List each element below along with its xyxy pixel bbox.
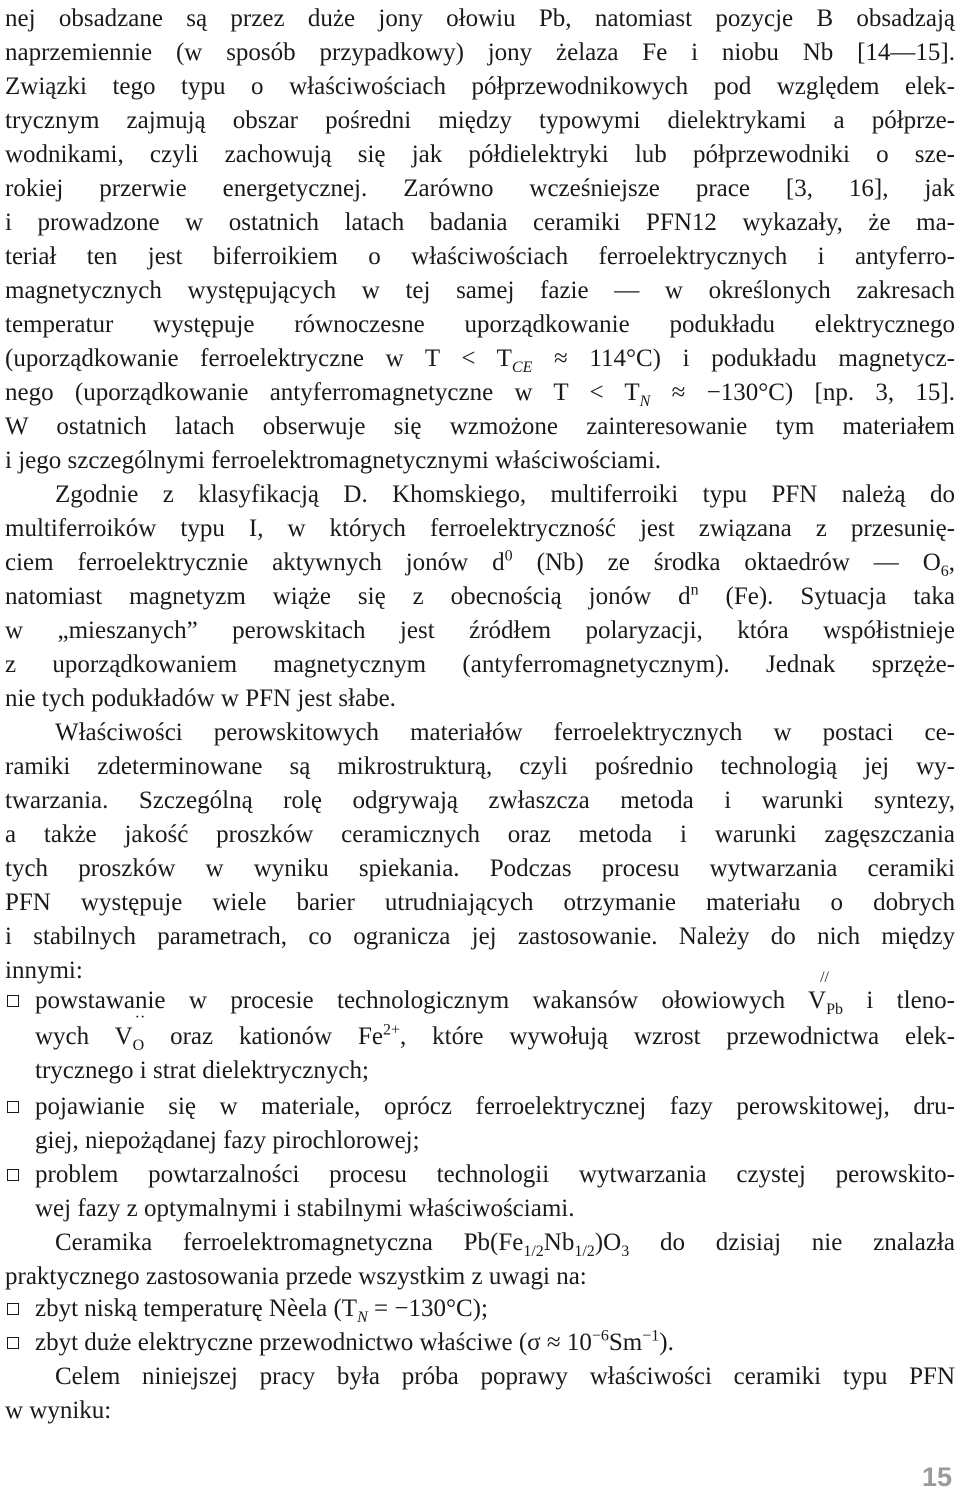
text-line: wodnikami, czyli zachowują się jak półdielektryki lub półprzewodniki o sze- (5, 141, 955, 168)
text-line: i prowadzone w ostatnich latach badania ceramiki PFN12 wykazały, że ma- (5, 209, 955, 236)
text-line: i jego szczególnymi ferroelektromagnetycznymi właściwościami. (5, 447, 662, 474)
text-line: trycznym zajmują obszar pośredni między typowymi dielektrykami a półprze- (5, 107, 955, 134)
text-line: i stabilnych parametrach, co ogranicza jej zastosowanie. Należy do nich między (5, 923, 955, 950)
text-line: ramiki zdeterminowane są mikrostrukturą, czyli pośrednio technologią jej wy- (5, 753, 955, 780)
text-line: z uporządkowaniem magnetycznym (antyferromagnetycznym). Jednak sprzęże- (5, 651, 955, 678)
paragraph-first-line: Właściwości perowskitowych materiałów ferroelektrycznych w postaci ce- (55, 719, 955, 746)
bullet-line: wej fazy z optymalnymi i stabilnymi właściwościami. (35, 1195, 575, 1222)
text-line: temperatur występuje równoczesne uporządkowanie podukładu elektrycznego (5, 311, 955, 338)
text-line: natomiast magnetyzm wiąże się z obecnością jonów $d^n$ (Fe). Sytuacja taka (5, 581, 955, 610)
text-line: magnetycznych występujących w tej samej fazie — w określonych zakresach (5, 277, 955, 304)
square-bullet-icon (7, 1337, 19, 1349)
paragraph-first-line: Zgodnie z klasyfikacją D. Khomskiego, multiferroiki typu PFN należą do (55, 481, 955, 508)
paragraph-first-line: Celem niniejszej pracy była próba poprawy właściwości ceramiki typu PFN (55, 1363, 955, 1390)
square-bullet-icon (7, 1169, 19, 1181)
text-line: twarzania. Szczególną rolę odgrywają zwłaszcza metoda i warunki syntezy, (5, 787, 955, 814)
text-line: (uporządkowanie ferroelektryczne w $T < T_{CE} \approx 114^\circ C$) i podukładu magnetycz- (5, 345, 955, 376)
text-line: w wyniku: (5, 1397, 112, 1424)
text-line: Związki tego typu o właściwościach półprzewodnikowych pod względem elek- (5, 73, 955, 100)
square-bullet-icon (7, 1101, 19, 1113)
text-line: praktycznego zastosowania przede wszystkim z uwagi na: (5, 1263, 587, 1290)
text-line: a także jakość proszków ceramicznych oraz metoda i warunki zagęszczania (5, 821, 955, 848)
text-line: teriał ten jest biferroikiem o właściwościach ferroelektrycznych i antyferro- (5, 243, 955, 270)
bullet-line: giej, niepożądanej fazy pirochlorowej; (35, 1127, 420, 1154)
bullet-line: problem powtarzalności procesu technologii wytwarzania czystej perowskito- (35, 1161, 955, 1188)
text-line: innymi: (5, 957, 83, 984)
bullet-line: zbyt duże elektryczne przewodnictwo właściwe $(\sigma \approx 10^{-6}Sm^{-1})$. (35, 1327, 674, 1356)
square-bullet-icon (7, 995, 19, 1007)
text-line: w „mieszanych” perowskitach jest źródłem polaryzacji, która współistnieje (5, 617, 955, 644)
bullet-line: powstawanie w procesie technologicznym wakansów ołowiowych V // $_{Pb}$ i tleno- (35, 969, 955, 1018)
bullet-line: wych V ·· $_O$ oraz kationów $Fe^{2+}$, które wywołują wzrost przewodnictwa elek- (35, 1009, 955, 1054)
text-line: tych proszków w wyniku spiekania. Podczas procesu wytwarzania ceramiki (5, 855, 955, 882)
text-line: multiferroików typu I, w których ferroelektryczność jest związana z przesunię- (5, 515, 955, 542)
bullet-line: trycznego i strat dielektrycznych; (35, 1057, 369, 1084)
text-line: naprzemiennie (w sposób przypadkowy) jony żelaza Fe i niobu Nb [14—15]. (5, 39, 955, 66)
bullet-line: pojawianie się w materiale, oprócz ferroelektrycznej fazy perowskitowej, dru- (35, 1093, 955, 1120)
bullet-line: zbyt niską temperaturę Nèela $(T_N = -130^\circ C)$; (35, 1295, 488, 1326)
text-line: rokiej przerwie energetycznej. Zarówno wcześniejsze prace [3, 16], jak (5, 175, 955, 202)
paragraph-first-line: Ceramika ferroelektromagnetyczna $Pb(Fe_{1/2}Nb_{1/2})O_3$ do dzisiaj nie znalazła (55, 1229, 955, 1260)
text-line: PFN występuje wiele barier utrudniających otrzymanie materiału o dobrych (5, 889, 955, 916)
square-bullet-icon (7, 1303, 19, 1315)
text-line: nie tych podukładów w PFN jest słabe. (5, 685, 396, 712)
text-line: ciem ferroelektrycznie aktywnych jonów $d^0$ (Nb) ze środka oktaedrów — $O_6$, (5, 547, 956, 580)
page-number: 15 (921, 1462, 952, 1492)
text-line: W ostatnich latach obserwuje się wzmożone zainteresowanie tym materiałem (5, 413, 955, 440)
text-line: nej obsadzane są przez duże jony ołowiu Pb, natomiast pozycje B obsadzają (5, 5, 955, 32)
text-line: nego (uporządkowanie antyferromagnetyczne w $T < T_N \approx -130^\circ C$) [np. 3, 15]. (5, 379, 955, 410)
